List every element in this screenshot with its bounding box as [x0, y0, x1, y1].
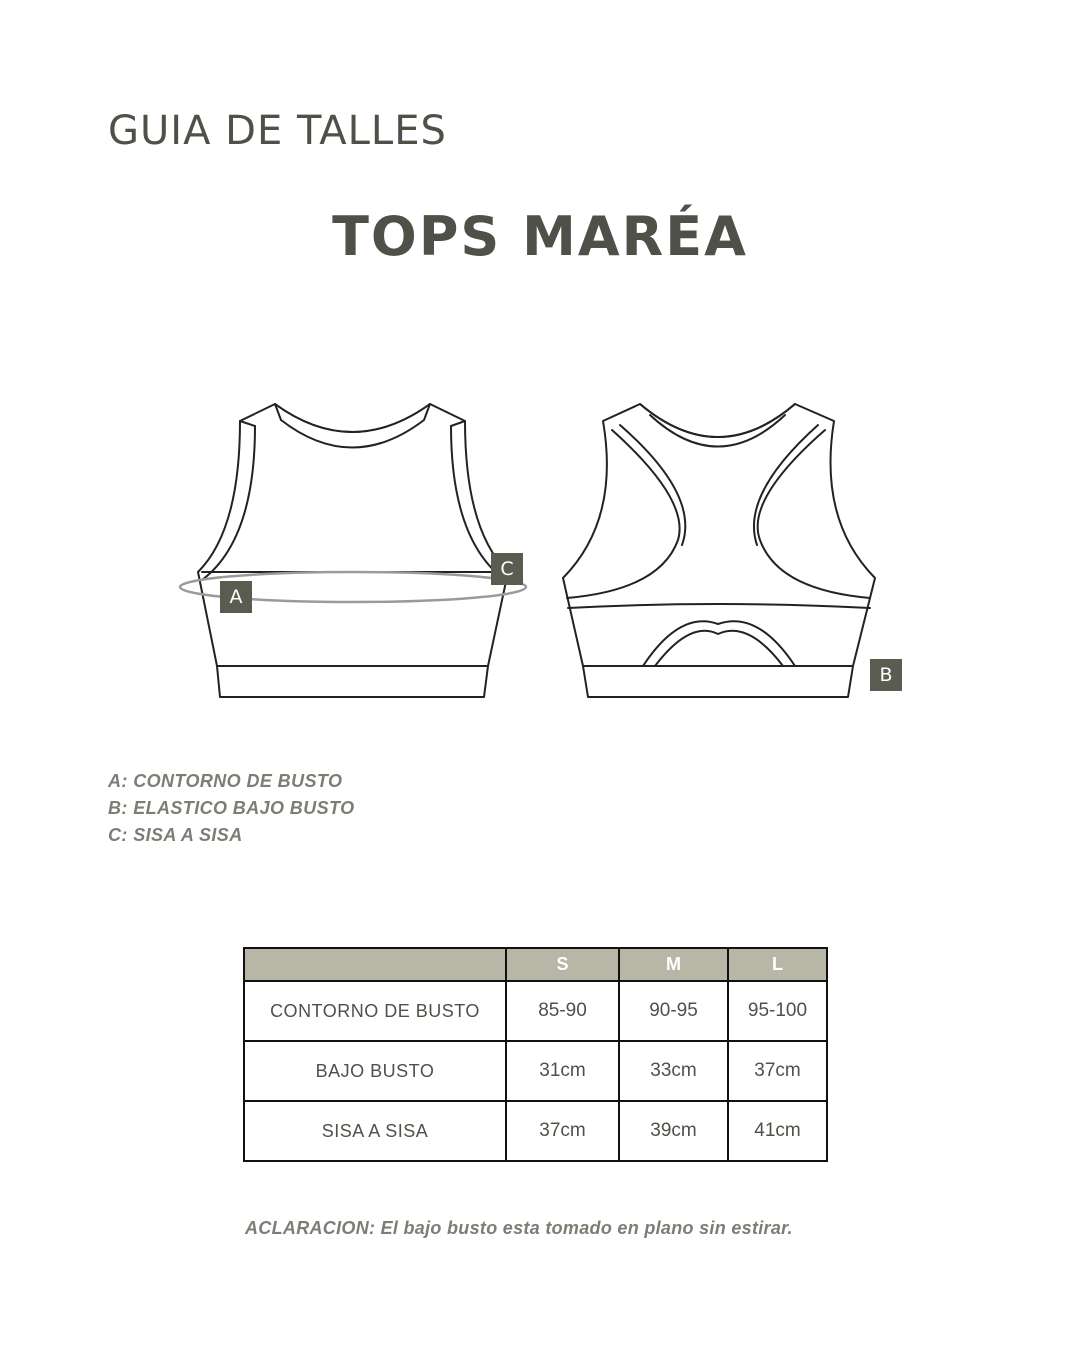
row-label: BAJO BUSTO	[244, 1041, 506, 1101]
back-view	[563, 404, 875, 697]
table-row	[244, 1041, 827, 1101]
header-cell-empty	[244, 948, 506, 981]
product-title: TOPS MARÉA	[332, 205, 748, 268]
row-label: CONTORNO DE BUSTO	[244, 981, 506, 1041]
table-header-row	[244, 948, 827, 981]
table-cell: 90-95	[619, 981, 728, 1041]
measurement-legend	[108, 768, 354, 849]
sports-bra-drawing	[0, 380, 1080, 720]
table-cell: 37cm	[728, 1041, 827, 1101]
legend-item-a: A: CONTORNO DE BUSTO	[108, 771, 343, 791]
row-label: SISA A SISA	[244, 1101, 506, 1161]
clarification-note: ACLARACION: El bajo busto esta tomado en plano sin estirar.	[245, 1218, 793, 1238]
header-cell-m: M	[619, 948, 728, 981]
table-row	[244, 981, 827, 1041]
marker-b: B	[870, 659, 902, 691]
table-row	[244, 1101, 827, 1161]
table-cell: 85-90	[506, 981, 619, 1041]
table-cell: 31cm	[506, 1041, 619, 1101]
legend-item-c: C: SISA A SISA	[108, 825, 243, 845]
table-cell: 33cm	[619, 1041, 728, 1101]
table-cell: 37cm	[506, 1101, 619, 1161]
guide-title: GUIA DE TALLES	[108, 108, 447, 154]
header-cell-l: L	[728, 948, 827, 981]
table-cell: 41cm	[728, 1101, 827, 1161]
table-cell: 39cm	[619, 1101, 728, 1161]
header-cell-s: S	[506, 948, 619, 981]
table-cell: 95-100	[728, 981, 827, 1041]
size-table	[243, 947, 828, 1162]
marker-c: C	[491, 553, 523, 585]
garment-illustration	[0, 380, 1080, 720]
front-view	[198, 404, 508, 697]
marker-a: A	[220, 581, 252, 613]
legend-item-b: B: ELASTICO BAJO BUSTO	[108, 798, 355, 818]
